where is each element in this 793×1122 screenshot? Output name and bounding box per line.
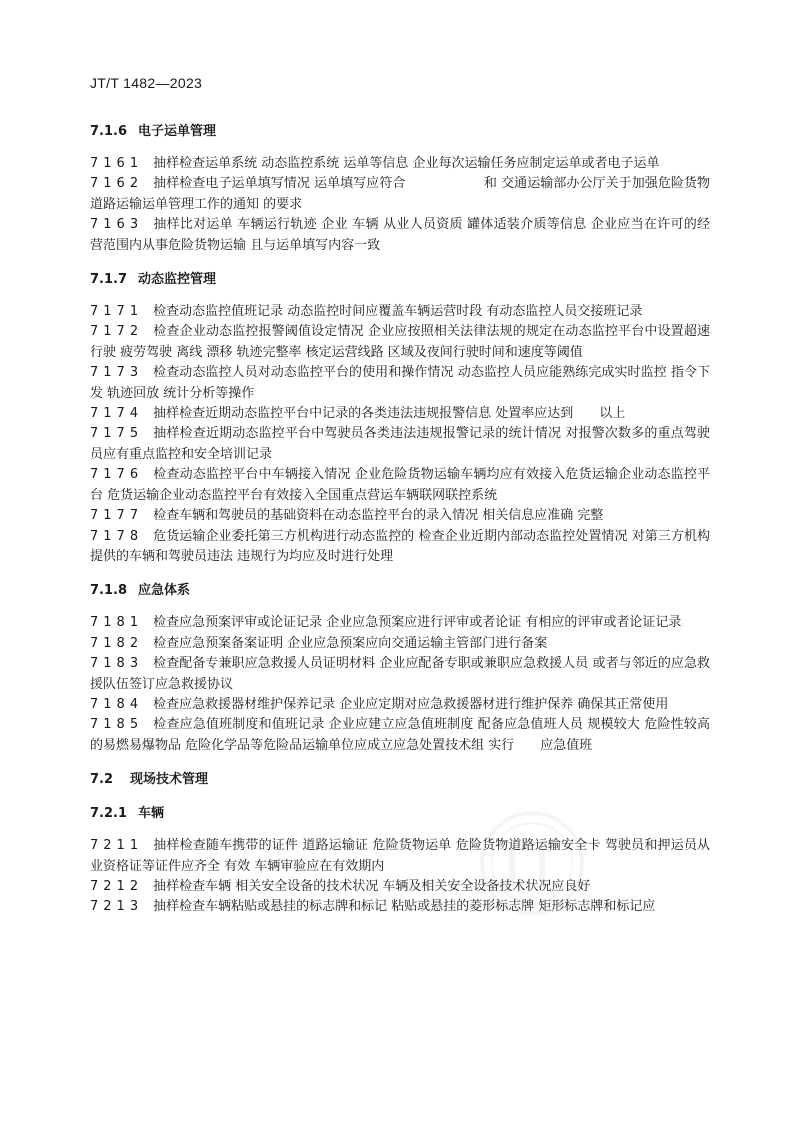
clause-number: 7175 [90,426,144,442]
clause-paragraph [90,302,710,322]
clause-text: 检查动态监控人员对动态监控平台的使用和操作情况 动态监控人员应能熟练完成实时监控 指令下发 轨迹回放 统计分析等操作 [90,365,710,401]
section-title: 电子运单管理 [138,124,217,139]
section-title: 车辆 [138,806,165,822]
clause-number: 7171 [90,304,144,320]
section-heading [90,581,710,601]
jt-watermark-seal [472,808,592,918]
section-number: 7.2 [90,772,114,788]
clause-number: 7163 [90,217,144,233]
clause-number: 7174 [90,406,144,422]
clause-paragraph [90,897,710,917]
clause-paragraph [90,506,710,526]
clause-paragraph [90,322,710,363]
section-title: 现场技术管理 [130,772,209,788]
clause-number: 7211 [90,838,144,854]
clause-number: 7213 [90,899,144,915]
clause-paragraph [90,154,710,174]
section-number: 7.1.6 [90,124,128,139]
clause-text: 检查动态监控平台中车辆接入情况 企业危险货物运输车辆均应有效接入危货运输企业动态监控平台 危货运输企业动态监控平台有效接入全国重点营运车辆联网联控系统 [90,467,710,503]
clause-text: 检查应急值班制度和值班记录 企业应建立应急值班制度 配备应急值班人员 规模较大 危险性较高的易燃易爆物品 危险化学品等危险品运输单位应成立应急处置技术组 实行 应急值班 [90,717,710,753]
clause-text: 检查动态监控值班记录 动态监控时间应覆盖车辆运营时段 有动态监控人员交接班记录 [153,304,643,320]
clause-number: 7173 [90,365,144,381]
clause-paragraph [90,424,710,465]
clause-paragraph [90,836,710,877]
clause-paragraph [90,174,710,215]
clause-paragraph [90,527,710,568]
clause-number: 7212 [90,878,144,894]
clause-text: 抽样比对运单 车辆运行轨迹 企业 车辆 从业人员资质 罐体适装介质等信息 企业应当在许可的经营范围内从事危险货物运输 且与运单填写内容一致 [90,217,710,253]
clause-number: 7178 [90,528,144,544]
section-heading [90,270,710,290]
clause-text: 抽样检查车辆 相关安全设备的技术状况 车辆及相关安全设备技术状况应良好 [153,878,591,894]
clause-paragraph [90,404,710,424]
clause-number: 7184 [90,696,144,712]
section-title: 动态监控管理 [138,272,217,288]
clause-paragraph [90,695,710,715]
document-code-header: JT/T 1482—2023 [90,75,203,91]
clause-text: 危货运输企业委托第三方机构进行动态监控的 检查企业近期内部动态监控处置情况 对第三方机构提供的车辆和驾驶员违法 违规行为均应及时进行处理 [90,528,710,564]
clause-paragraph [90,715,710,756]
section-title: 应急体系 [138,583,191,599]
clause-number: 7161 [90,156,144,171]
section-number: 7.2.1 [90,806,128,822]
clause-paragraph [90,654,710,695]
clause-text: 抽样检查随车携带的证件 道路运输证 危险货物运单 危险货物道路运输安全卡 驾驶员和押运员从业资格证等证件应齐全 有效 车辆审验应在有效期内 [90,838,710,874]
section-number: 7.1.7 [90,272,128,288]
clause-number: 7181 [90,615,144,631]
section-heading [90,804,710,824]
clause-text: 抽样检查近期动态监控平台中驾驶员各类违法违规报警记录的统计情况 对报警次数多的重点驾驶员应有重点监控和安全培训记录 [90,426,710,462]
clause-text: 检查车辆和驾驶员的基础资料在动态监控平台的录入情况 相关信息应准确 完整 [153,508,604,524]
clause-number: 7176 [90,467,144,483]
clause-text: 检查应急救援器材维护保养记录 企业应定期对应急救援器材进行维护保养 确保其正常使用 [153,696,669,712]
clause-number: 7172 [90,324,144,340]
clause-text: 抽样检查车辆粘贴或悬挂的标志牌和标记 粘贴或悬挂的菱形标志牌 矩形标志牌和标记应 [153,899,656,915]
clause-text: 检查应急预案评审或论证记录 企业应急预案应进行评审或者论证 有相应的评审或者论证记录 [153,615,682,631]
clause-number: 7182 [90,635,144,651]
clause-paragraph [90,363,710,404]
clause-number: 7185 [90,717,144,733]
section-heading [90,122,710,142]
clause-number: 7183 [90,656,144,672]
section-heading [90,770,710,790]
clause-paragraph [90,634,710,654]
clause-text: 抽样检查近期动态监控平台中记录的各类违法违规报警信息 处置率应达到 以上 [153,406,626,422]
clause-number: 7177 [90,508,144,524]
section-number: 7.1.8 [90,583,128,599]
clause-paragraph [90,613,710,633]
clause-paragraph [90,877,710,897]
clause-text: 抽样检查运单系统 动态监控系统 运单等信息 企业每次运输任务应制定运单或者电子运单 [153,156,660,171]
clause-text: 检查企业动态监控报警阈值设定情况 企业应按照相关法律法规的规定在动态监控平台中设置超速行驶 疲劳驾驶 离线 漂移 轨迹完整率 核定运营线路 区域及夜间行驶时间和速度等阈值 [90,324,710,360]
clause-paragraph [90,465,710,506]
clause-text: 抽样检查电子运单填写情况 运单填写应符合 和 交通运输部办公厅关于加强危险货物道路运输运单管理工作的通知 的要求 [90,176,710,212]
clause-text: 检查配备专兼职应急救援人员证明材料 企业应配备专职或兼职应急救援人员 或者与邻近的应急救援队伍签订应急救援协议 [90,656,710,692]
document-body [90,108,710,918]
clause-number: 7162 [90,176,144,192]
clause-paragraph [90,215,710,256]
clause-text: 检查应急预案备案证明 企业应急预案应向交通运输主管部门进行备案 [153,635,548,651]
